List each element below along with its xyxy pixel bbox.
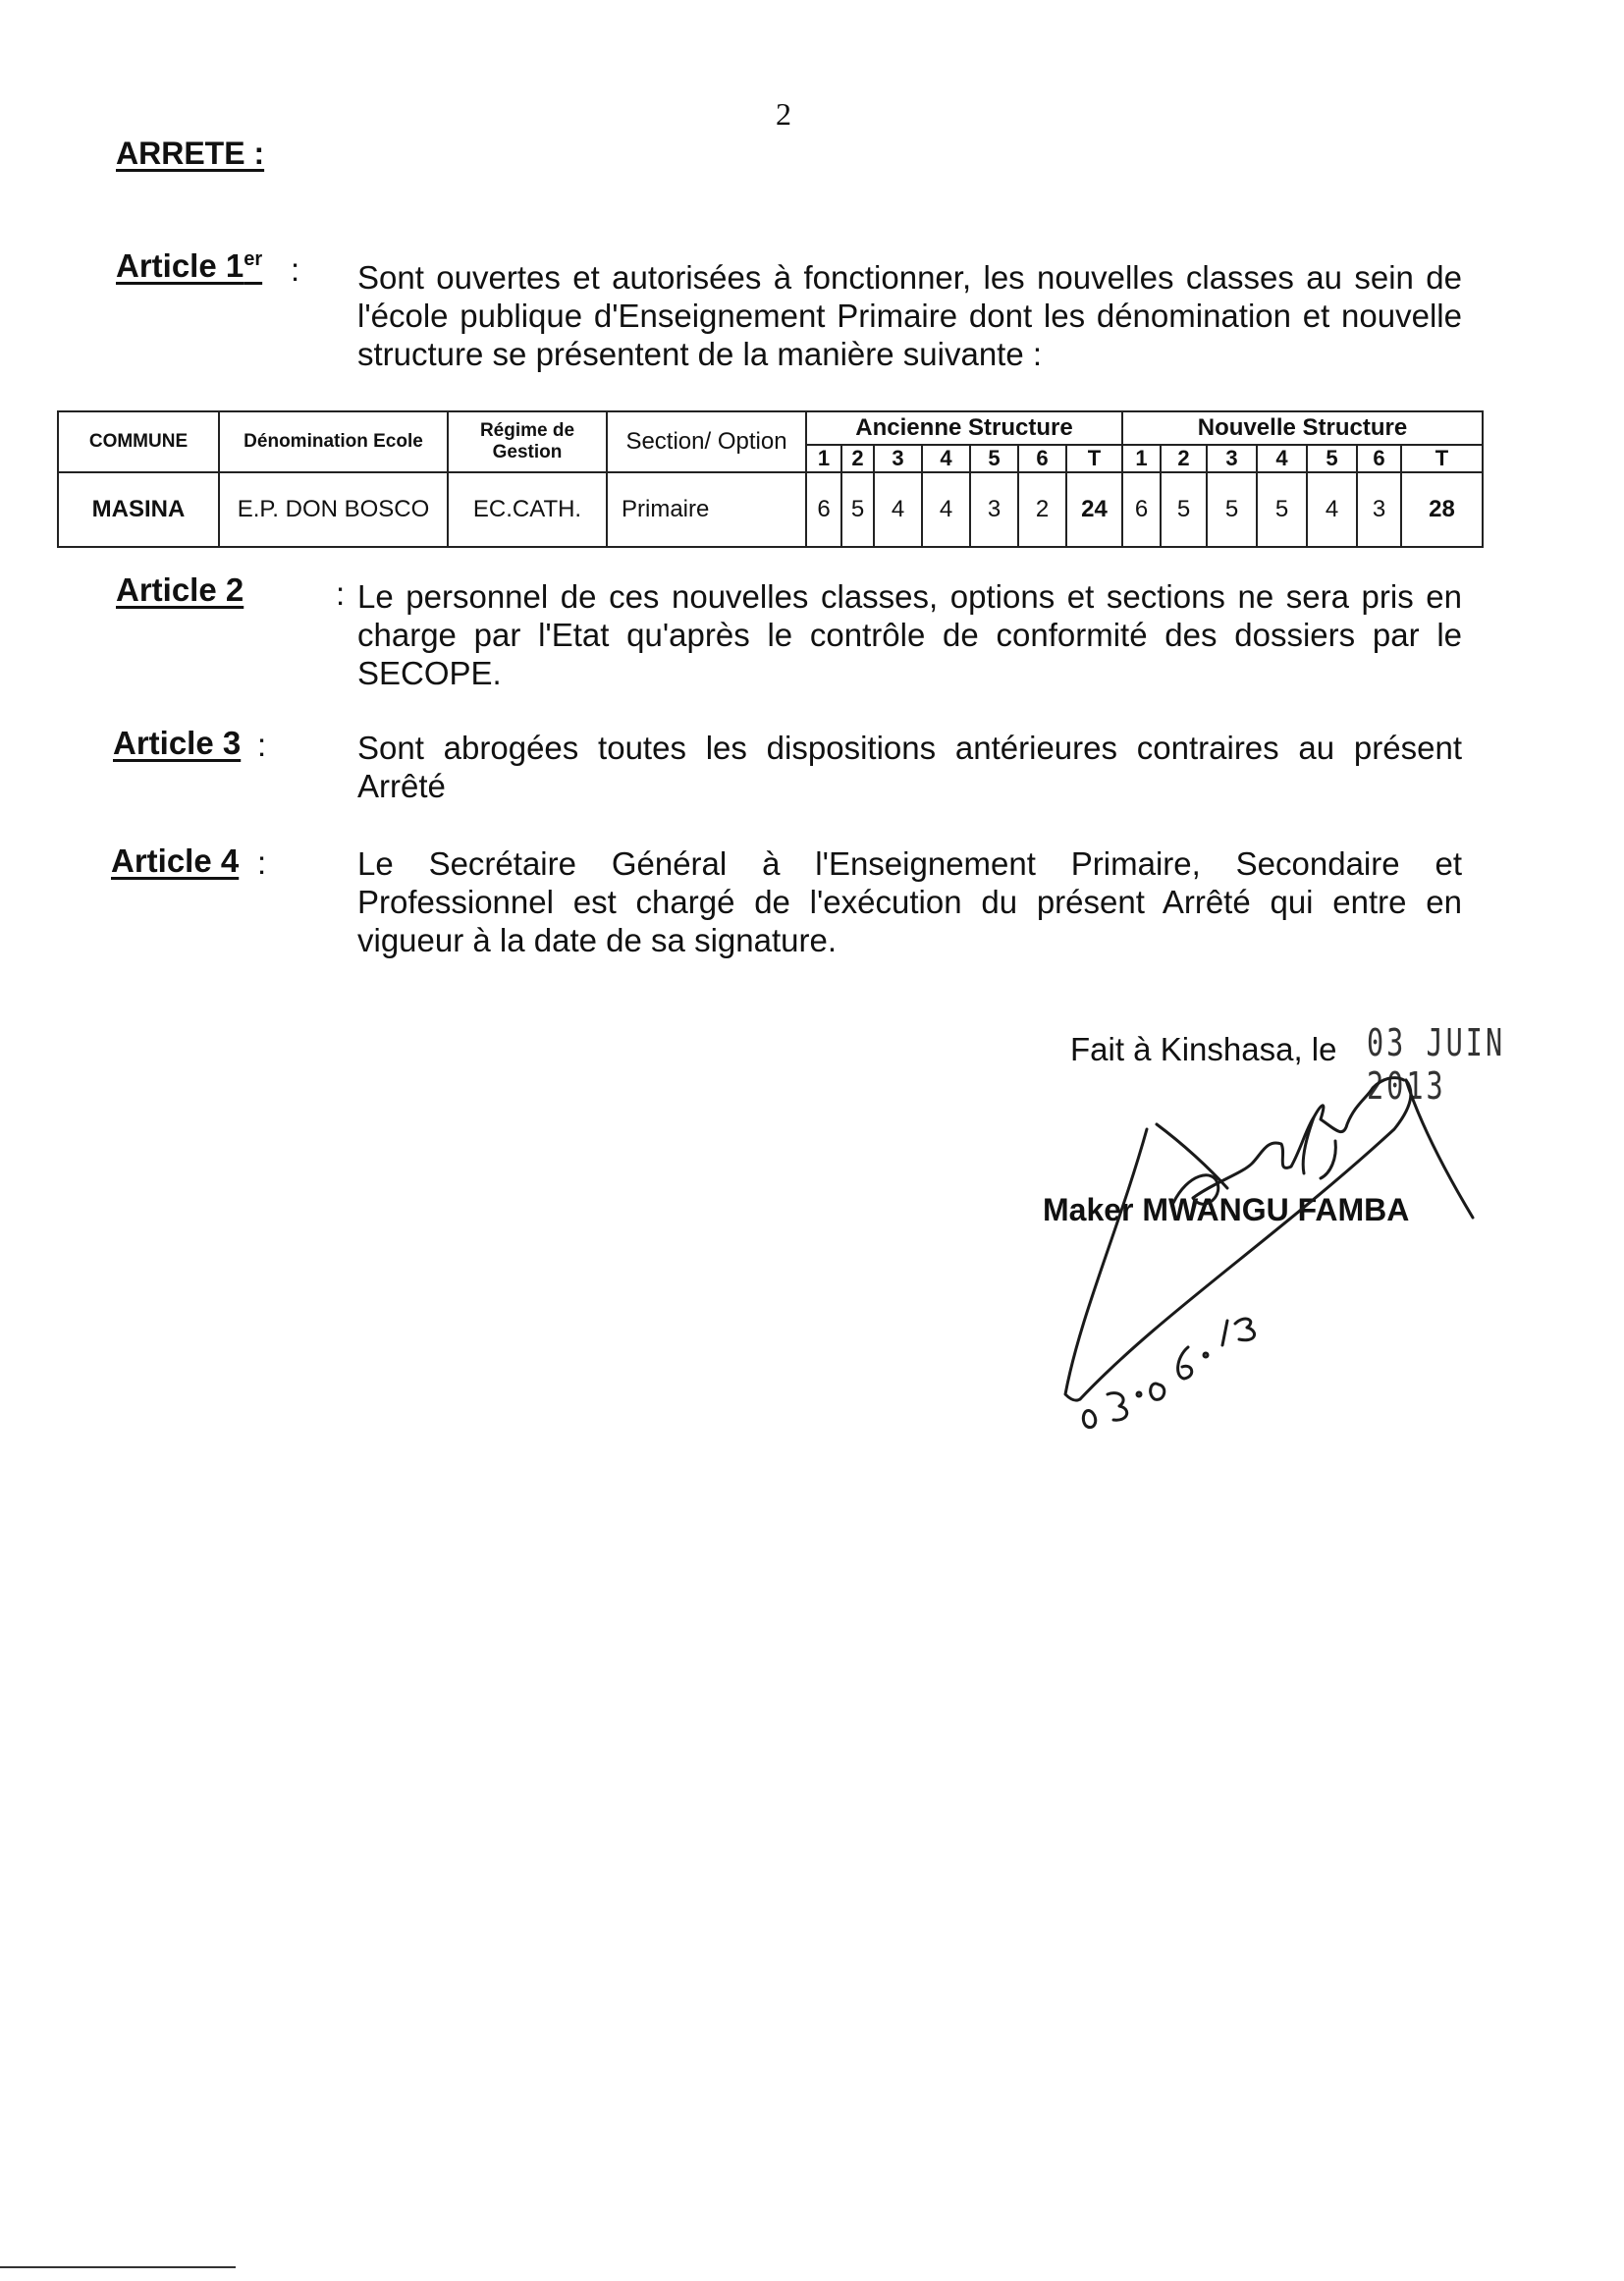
cell-nouvelle-2: 5 bbox=[1161, 472, 1207, 547]
article-3-label: Article 3 bbox=[113, 725, 242, 761]
ancienne-col-4: 4 bbox=[922, 445, 970, 472]
ancienne-col-5: 5 bbox=[970, 445, 1018, 472]
cell-nouvelle-3: 5 bbox=[1207, 472, 1257, 547]
article-2-text: Le personnel de ces nouvelles classes, options et sections ne sera pris en charge par l'Etat qu'après le contrôle de conformité des dossiers par le SECOPE. bbox=[357, 578, 1462, 691]
header-ancienne-structure: Ancienne Structure bbox=[806, 411, 1122, 445]
article-1-label: Article 1er bbox=[116, 247, 263, 284]
cell-ancienne-5: 3 bbox=[970, 472, 1018, 547]
header-section: Section/ Option bbox=[607, 411, 806, 472]
cell-nouvelle-5: 4 bbox=[1307, 472, 1357, 547]
ancienne-col-6: 6 bbox=[1018, 445, 1066, 472]
cell-section: Primaire bbox=[607, 472, 806, 547]
footer-rule bbox=[0, 2266, 236, 2268]
cell-regime: EC.CATH. bbox=[448, 472, 607, 547]
date-stamp: 03 JUIN 2013 bbox=[1367, 1021, 1506, 1108]
nouvelle-col-3: 3 bbox=[1207, 445, 1257, 472]
ancienne-col-1: 1 bbox=[806, 445, 841, 472]
cell-nouvelle-1: 6 bbox=[1122, 472, 1161, 547]
cell-ancienne-total: 24 bbox=[1066, 472, 1122, 547]
article-1-text: Sont ouvertes et autorisées à fonctionner, les nouvelles classes au sein de l'école publique d'Enseignement Primaire dont les dénomination et nouvelle structure se présentent de la manière suivante : bbox=[357, 259, 1462, 372]
nouvelle-col-4: 4 bbox=[1257, 445, 1307, 472]
article-4-label: Article 4 bbox=[111, 842, 240, 879]
cell-ancienne-1: 6 bbox=[806, 472, 841, 547]
header-commune: COMMUNE bbox=[58, 411, 219, 472]
article-1-colon: : bbox=[291, 251, 300, 288]
nouvelle-col-1: 1 bbox=[1122, 445, 1161, 472]
article-2-label: Article 2 bbox=[116, 571, 244, 608]
article-2-colon: : bbox=[336, 575, 346, 612]
article-3-text: Sont abrogées toutes les dispositions antérieures contraires au présent Arrêté bbox=[357, 730, 1462, 804]
signer-name: Maker MWANGU FAMBA bbox=[1043, 1192, 1410, 1227]
cell-nouvelle-4: 5 bbox=[1257, 472, 1307, 547]
cell-ancienne-4: 4 bbox=[922, 472, 970, 547]
page-number: 2 bbox=[776, 96, 791, 132]
cell-nouvelle-6: 3 bbox=[1357, 472, 1401, 547]
article-4-colon: : bbox=[257, 844, 267, 881]
nouvelle-col-2: 2 bbox=[1161, 445, 1207, 472]
nouvelle-col-5: 5 bbox=[1307, 445, 1357, 472]
cell-ancienne-3: 4 bbox=[874, 472, 922, 547]
cell-ancienne-2: 5 bbox=[841, 472, 874, 547]
ancienne-col-3: 3 bbox=[874, 445, 922, 472]
nouvelle-col-total: T bbox=[1401, 445, 1483, 472]
header-denomination: Dénomination Ecole bbox=[219, 411, 448, 472]
header-nouvelle-structure: Nouvelle Structure bbox=[1122, 411, 1483, 445]
nouvelle-col-6: 6 bbox=[1357, 445, 1401, 472]
header-regime: Régime de Gestion bbox=[448, 411, 607, 472]
ancienne-col-total: T bbox=[1066, 445, 1122, 472]
cell-commune: MASINA bbox=[58, 472, 219, 547]
decree-heading: ARRETE : bbox=[116, 136, 265, 171]
article-4-text: Le Secrétaire Général à l'Enseignement Primaire, Secondaire et Professionnel est chargé de l'exécution du présent Arrêté qui entre en vigueur à la date de sa signature. bbox=[357, 845, 1462, 958]
cell-nouvelle-total: 28 bbox=[1401, 472, 1483, 547]
place-date: Fait à Kinshasa, le bbox=[1070, 1031, 1337, 1067]
cell-ancienne-6: 2 bbox=[1018, 472, 1066, 547]
cell-denomination: E.P. DON BOSCO bbox=[219, 472, 448, 547]
ancienne-col-2: 2 bbox=[841, 445, 874, 472]
article-3-colon: : bbox=[257, 727, 267, 763]
